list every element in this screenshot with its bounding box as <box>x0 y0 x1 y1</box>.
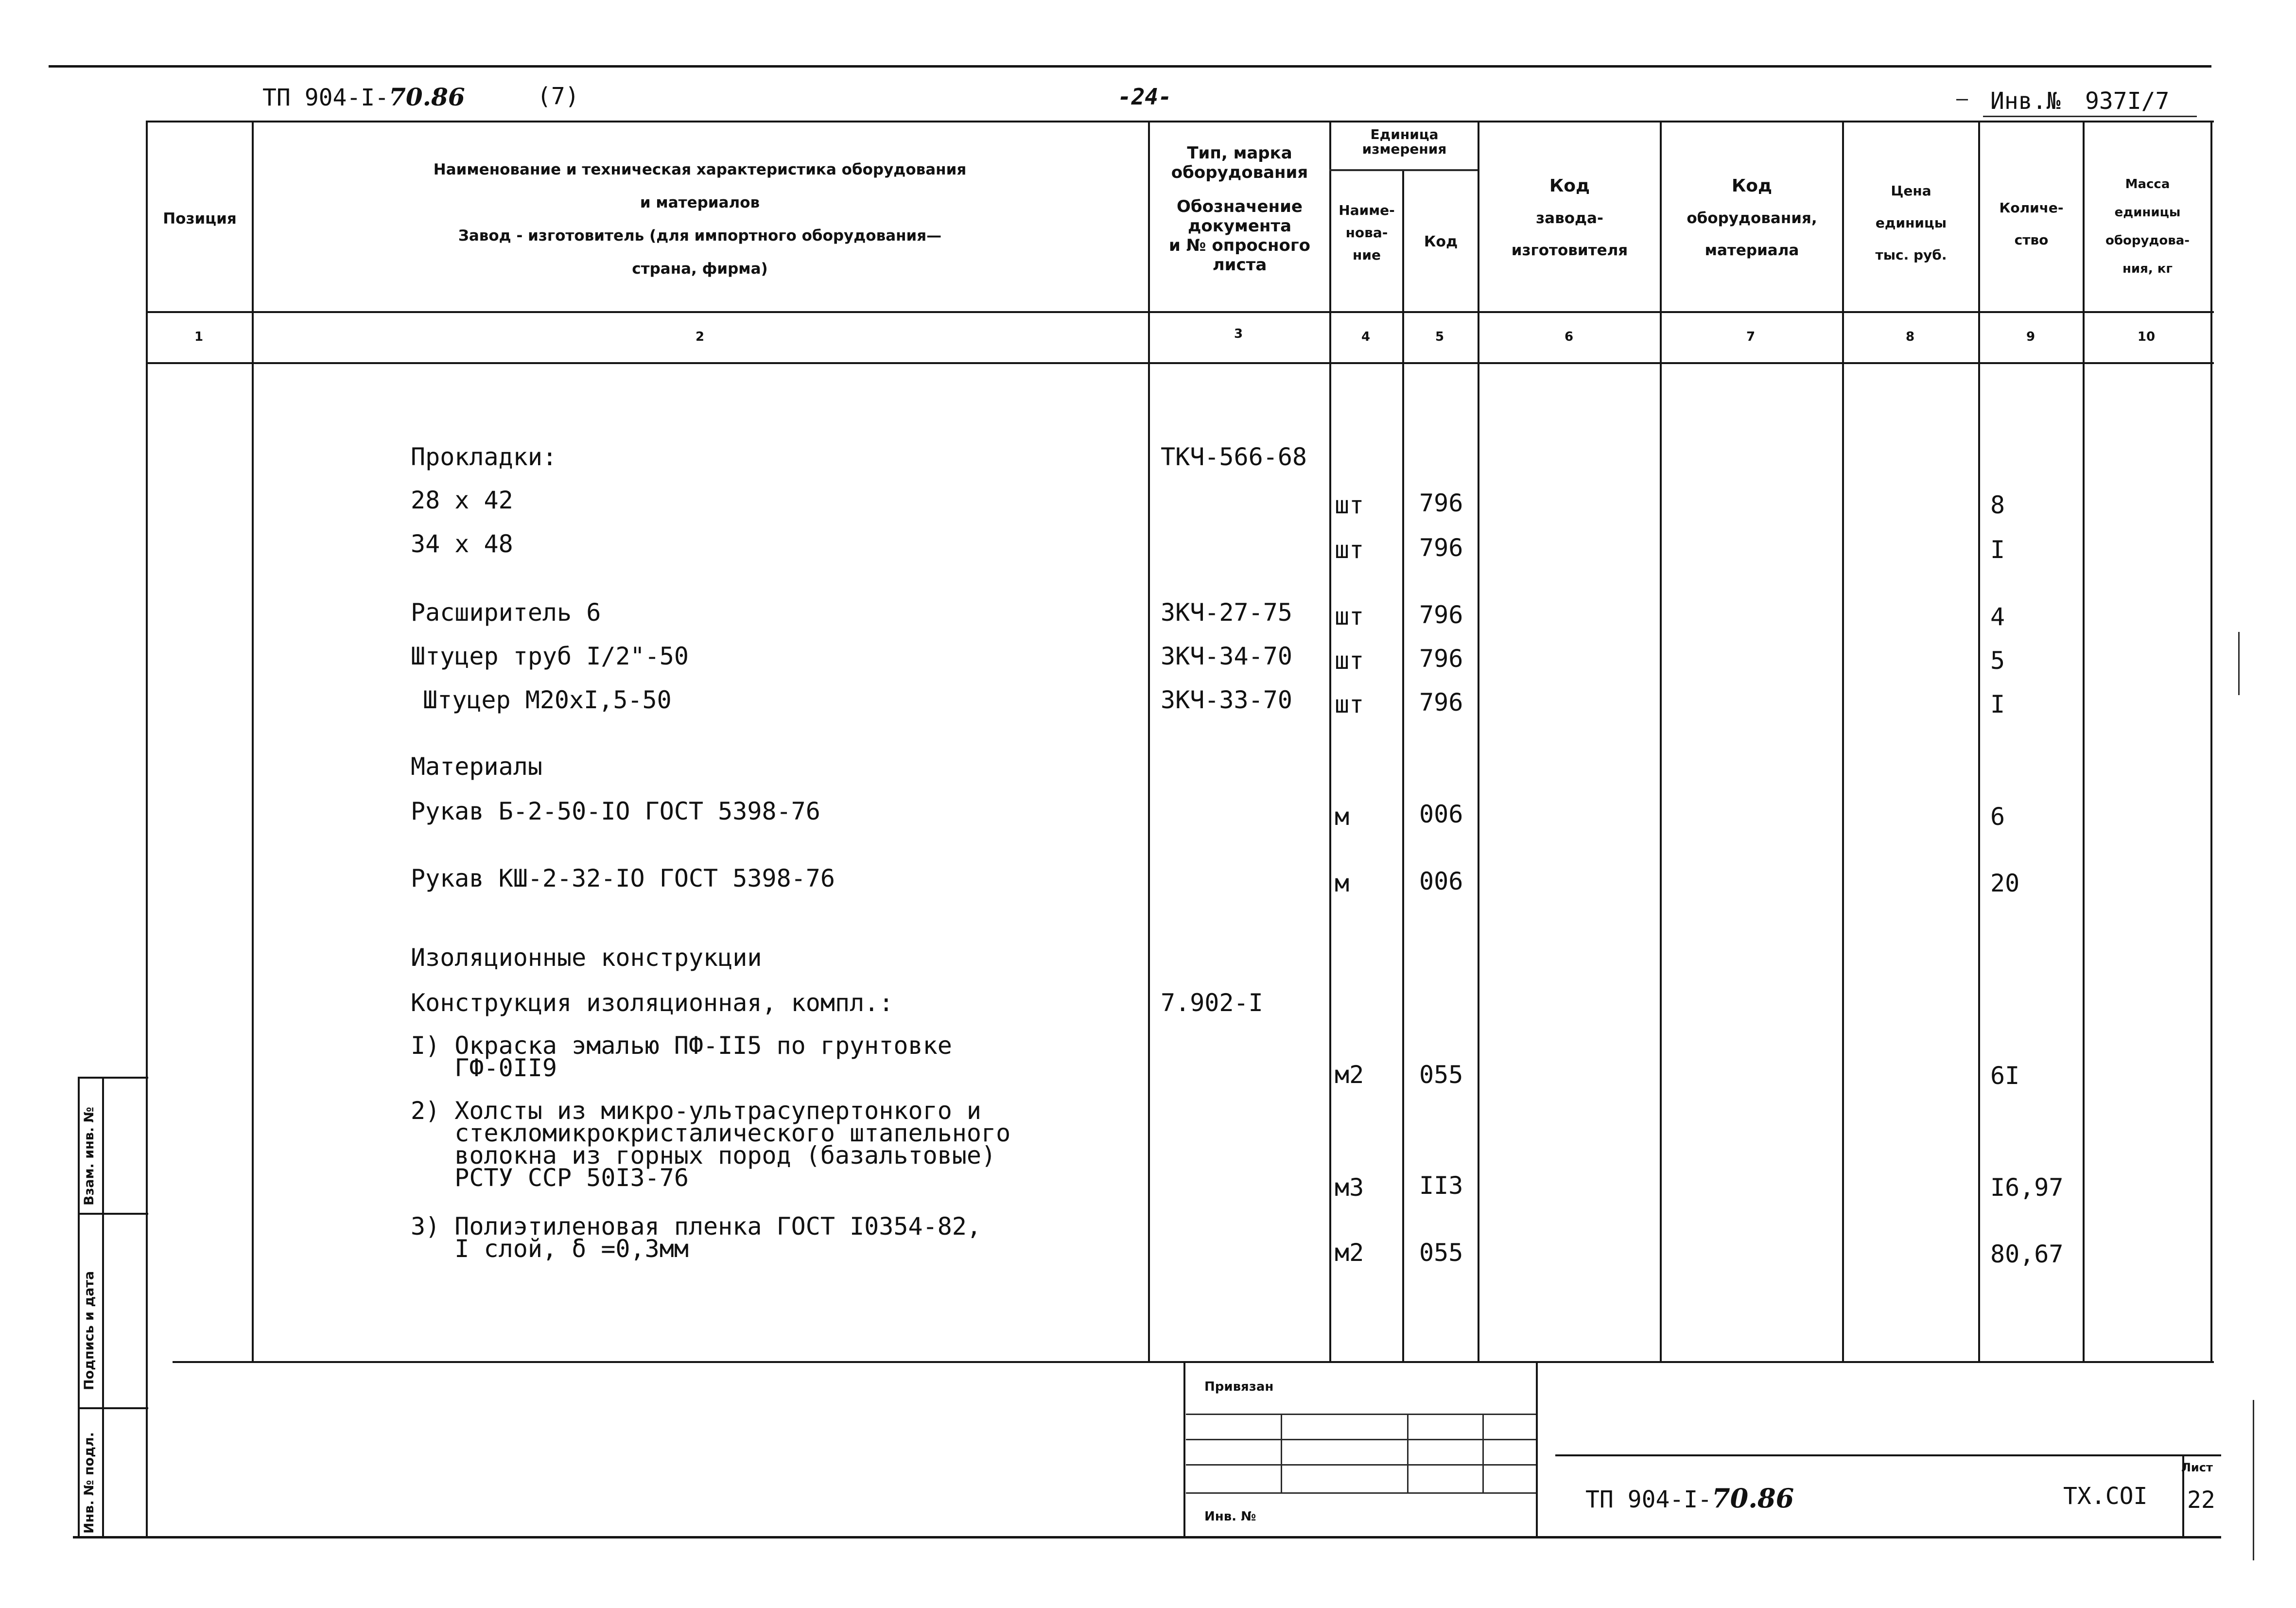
side-box-left <box>78 1077 80 1538</box>
top-border-line <box>49 65 2211 68</box>
side-box-top <box>78 1077 148 1079</box>
header-mass-line3: оборудова- <box>2105 233 2190 248</box>
row-code: 796 <box>1419 489 1463 517</box>
row-unit: шт <box>1335 647 1364 675</box>
row-code: 055 <box>1419 1061 1463 1089</box>
row-name: Конструкция изоляционная, компл.: <box>411 989 894 1017</box>
header-mass-line4: ния, кг <box>2122 262 2173 276</box>
doc-code-top-handwritten: 70.86 <box>389 83 465 111</box>
row-name: Штуцер М20хI,5-50 <box>423 686 672 714</box>
right-margin-mark <box>2238 632 2240 695</box>
body-bottom-line <box>173 1361 2214 1363</box>
side-label-inv-orig: Инв. № подл. <box>82 1432 97 1534</box>
col5-sep <box>1478 121 1479 1363</box>
col9-sep <box>2083 121 2085 1363</box>
col1-sep <box>252 121 254 1363</box>
row-name: Материалы <box>411 752 542 781</box>
page-marker: -24- <box>1118 84 1172 110</box>
col3-sep <box>1329 121 1331 1363</box>
colnum-bottom-line <box>146 362 2214 364</box>
header-unit-code: Код <box>1424 233 1458 250</box>
colnum-8: 8 <box>1905 330 1915 344</box>
header-quantity-line2: ство <box>2014 232 2049 248</box>
header-type-line3: Обозначение <box>1177 197 1303 216</box>
doc-code-top-printed: ТП 904-I- <box>262 84 389 111</box>
row-name: Рукав Б-2-50-IO ГОСТ 5398-76 <box>411 797 820 825</box>
header-price-line3: тыс. руб. <box>1875 247 1947 263</box>
title-doc-code-printed: ТП 904-I- <box>1585 1486 1712 1513</box>
row-code: II3 <box>1419 1171 1463 1200</box>
row-name: 2) Холсты из микро-ультрасупертонкого и стекломикрокристалического штапельного волокна из горных пород (базальтовые) РСТУ ССР 50I3-76 <box>411 1097 1011 1192</box>
header-price-line2: единицы <box>1875 215 1947 231</box>
row-name: Изоляционные конструкции <box>411 944 762 972</box>
row-unit: шт <box>1335 536 1364 564</box>
header-name <box>272 153 1128 285</box>
row-code: 006 <box>1419 867 1463 895</box>
stamp-inv-no-label: Инв. № <box>1204 1509 1256 1524</box>
header-equipment-code-line1: Код <box>1731 176 1773 196</box>
row-name: 3) Полиэтиленовая пленка ГОСТ I0354-82, I слой, δ =0,3мм <box>411 1212 981 1263</box>
row-qty: I <box>1990 690 2005 718</box>
frame-right-line <box>2210 121 2212 1363</box>
row-unit: шт <box>1335 690 1364 718</box>
header-factory-code-line2: завода- <box>1536 210 1603 227</box>
colnum-10: 10 <box>2137 330 2156 344</box>
unit-group-line <box>1329 169 1478 171</box>
header-price <box>1844 175 1978 271</box>
row-unit: м3 <box>1335 1173 1364 1202</box>
side-box-mid <box>102 1077 104 1538</box>
header-equipment-code <box>1662 170 1842 266</box>
row-type: ЗКЧ-27-75 <box>1161 598 1292 627</box>
doc-code-top <box>262 83 465 111</box>
header-name-line3: Завод - изготовитель (для импортного оборудования— <box>458 227 942 245</box>
colnum-6: 6 <box>1564 330 1574 344</box>
row-unit: м <box>1335 869 1350 897</box>
side-label-replace-inv: Взам. инв. № <box>82 1106 97 1206</box>
row-unit: м <box>1335 803 1350 831</box>
row-name: I) Окраска эмалью ПФ-II5 по грунтовке ГФ-0II9 <box>411 1031 952 1082</box>
colnum-7: 7 <box>1746 330 1756 344</box>
col2-sep <box>1148 121 1150 1363</box>
col4-sep <box>1402 170 1404 1363</box>
row-type: ЗКЧ-33-70 <box>1161 686 1292 714</box>
stamp-bound-label: Привязан <box>1204 1380 1274 1394</box>
row-name: 34 х 48 <box>411 530 513 558</box>
row-type: ЗКЧ-34-70 <box>1161 642 1292 670</box>
row-code: 796 <box>1419 645 1463 673</box>
row-code: 055 <box>1419 1239 1463 1267</box>
row-qty: I6,97 <box>1990 1173 2064 1202</box>
header-factory-code-line1: Код <box>1549 176 1590 196</box>
side-label-sign-date: Подпись и дата <box>82 1271 97 1390</box>
header-type-line6: листа <box>1212 255 1267 275</box>
colnum-2: 2 <box>695 330 705 344</box>
row-name: Расширитель 6 <box>411 598 601 627</box>
header-type-line4: документа <box>1187 216 1292 236</box>
row-unit: шт <box>1335 491 1364 519</box>
row-code: 006 <box>1419 800 1463 828</box>
top-dash: – <box>1956 87 1968 110</box>
row-name: Прокладки: <box>411 443 557 471</box>
inv-label: Инв.№ <box>1990 87 2061 115</box>
header-factory-code <box>1479 170 1660 266</box>
row-qty: 80,67 <box>1990 1240 2064 1268</box>
row-qty: I <box>1990 536 2005 564</box>
frame-left-line <box>146 121 148 1538</box>
row-qty: 6I <box>1990 1062 2020 1090</box>
row-qty: 8 <box>1990 491 2005 519</box>
header-name-line2: и материалов <box>640 194 760 211</box>
row-unit: м2 <box>1335 1061 1364 1089</box>
header-type-line2: оборудования <box>1171 163 1308 182</box>
stamp-bound-right <box>1536 1361 1538 1537</box>
row-code: 796 <box>1419 601 1463 629</box>
header-unit-line2: измерения <box>1362 141 1447 157</box>
row-qty: 4 <box>1990 603 2005 631</box>
side-box-sep2 <box>78 1407 148 1409</box>
header-unit-name <box>1331 199 1402 266</box>
row-type: 7.902-I <box>1161 989 1263 1017</box>
header-unit-name-line1: Наиме- <box>1339 202 1395 218</box>
inv-underline <box>1983 116 2197 117</box>
header-mass-line2: единицы <box>2114 205 2181 220</box>
header-type-line1: Тип, марка <box>1187 143 1292 163</box>
row-code: 796 <box>1419 534 1463 562</box>
colnum-4: 4 <box>1361 330 1371 344</box>
row-name: Рукав КШ-2-32-IO ГОСТ 5398-76 <box>411 864 835 892</box>
header-equipment-code-line2: оборудования, <box>1687 210 1817 227</box>
header-quantity <box>1980 192 2083 256</box>
row-type: ТКЧ-566-68 <box>1161 443 1307 471</box>
title-doc-code <box>1585 1483 1794 1514</box>
row-qty: 6 <box>1990 803 2005 831</box>
inv-value: 937I/7 <box>2085 87 2170 115</box>
col6-sep <box>1660 121 1662 1363</box>
row-unit: м2 <box>1335 1239 1364 1267</box>
row-qty: 5 <box>1990 647 2005 675</box>
table-top-line <box>146 121 2214 122</box>
stamp-bound-left <box>1183 1361 1185 1537</box>
header-price-line1: Цена <box>1891 183 1931 199</box>
row-code: 796 <box>1419 688 1463 717</box>
colnum-3: 3 <box>1234 327 1243 341</box>
header-unit-name-line2: нова- <box>1345 225 1388 241</box>
header-unit-line1: Единица <box>1370 126 1439 142</box>
header-type <box>1150 143 1329 275</box>
colnum-9: 9 <box>2026 330 2035 344</box>
header-equipment-code-line3: материала <box>1705 242 1799 259</box>
header-bottom-line <box>146 311 2214 313</box>
col8-sep <box>1978 121 1980 1363</box>
col7-sep <box>1842 121 1844 1363</box>
header-mass-line1: Масса <box>2125 177 2170 192</box>
header-factory-code-line3: изготовителя <box>1511 242 1628 259</box>
frame-bottom-line <box>73 1536 2221 1538</box>
title-section: ТХ.COI <box>2063 1483 2148 1510</box>
header-mass <box>2085 170 2210 283</box>
title-sheet-label: Лист <box>2181 1461 2213 1474</box>
stamp-bound-col3 <box>1482 1415 1484 1493</box>
colnum-1: 1 <box>194 330 204 344</box>
row-qty: 20 <box>1990 869 2020 897</box>
right-margin-mark-2 <box>2253 1400 2254 1560</box>
header-name-line4: страна, фирма) <box>632 260 768 278</box>
header-type-line5: и № опросного <box>1168 236 1311 255</box>
header-unit-name-line3: ние <box>1353 247 1381 263</box>
title-doc-code-handwritten: 70.86 <box>1712 1483 1794 1514</box>
row-name: 28 х 42 <box>411 486 513 514</box>
header-unit-group <box>1331 127 1478 157</box>
title-sheet-no: 22 <box>2187 1486 2215 1514</box>
side-box-sep1 <box>78 1213 148 1215</box>
sheet-ref: (7) <box>537 83 579 110</box>
row-unit: шт <box>1335 602 1364 630</box>
header-quantity-line1: Количе- <box>1999 200 2064 216</box>
row-name: Штуцер труб I/2"-50 <box>411 642 689 670</box>
header-position: Позиция <box>163 210 237 227</box>
stamp-bound-col1 <box>1281 1415 1282 1493</box>
colnum-5: 5 <box>1435 330 1444 344</box>
stamp-bound-col2 <box>1407 1415 1409 1493</box>
title-block-top <box>1555 1454 2221 1456</box>
header-name-line1: Наименование и техническая характеристика оборудования <box>433 161 967 178</box>
